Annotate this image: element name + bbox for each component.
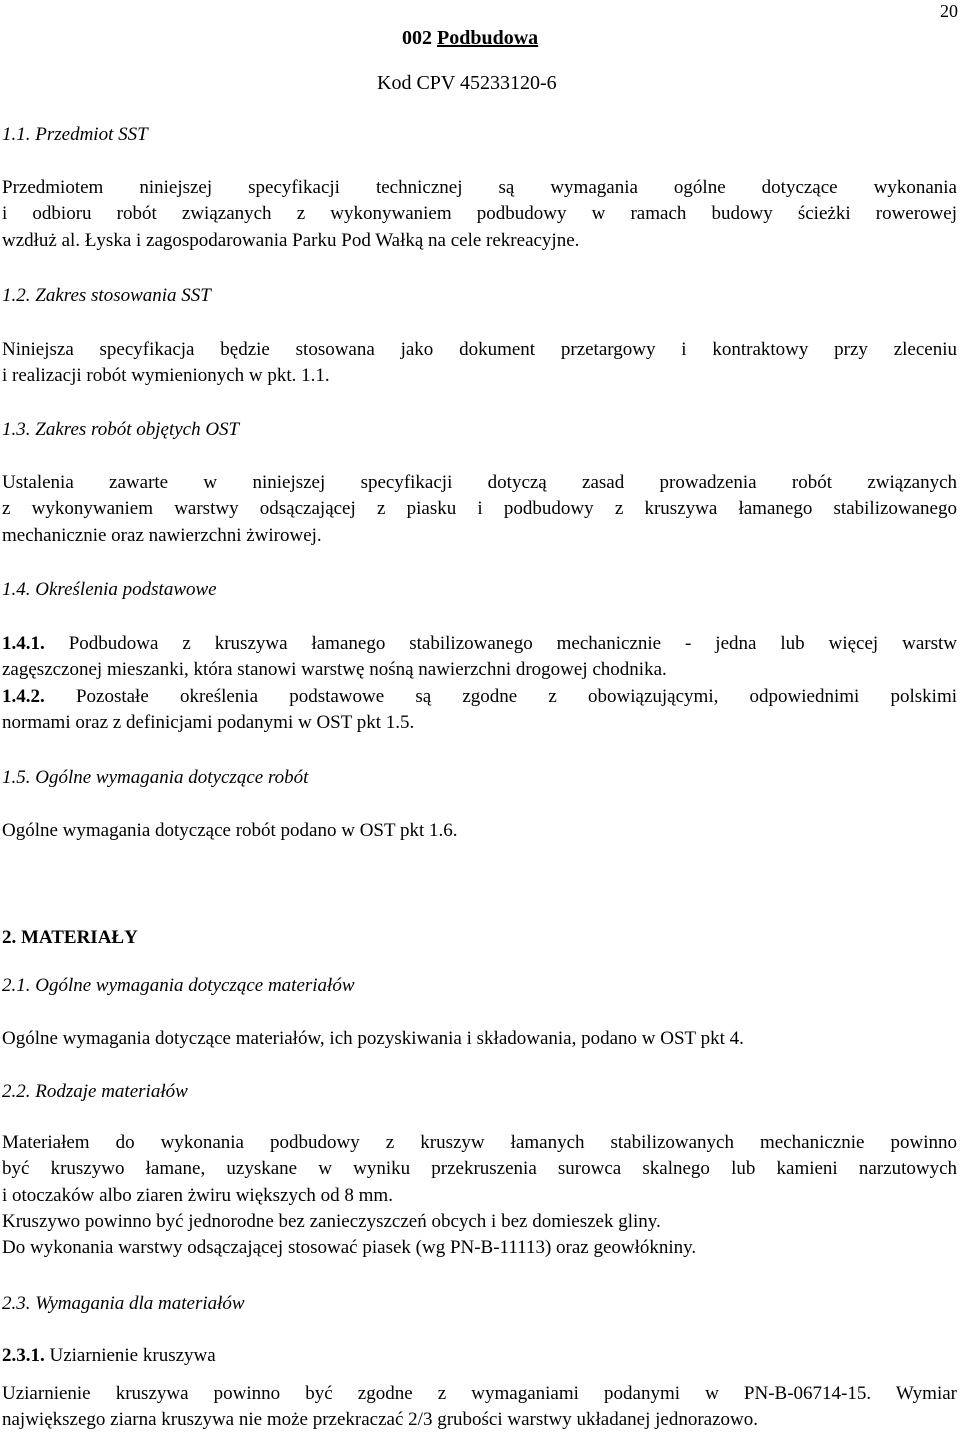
section-heading-1-3: 1.3. Zakres robót objętych OST [2,419,240,440]
paragraph-line: i odbioru robót związanych z wykonywaniem podbudowy w ramach budowy ścieżki rowerowej [2,203,957,225]
paragraph-line: z wykonywaniem warstwy odsączającej z piasku i podbudowy z kruszywa łamanego stabilizowanego [2,498,957,520]
item-text: Pozostałe określenia podstawowe są zgodne z obowiązującymi, odpowiednimi polskimi [75,685,957,707]
item-number: 1.4.1. [2,633,45,654]
paragraph-line: Kruszywo powinno być jednorodne bez zanieczyszczeń obcych i bez domieszek gliny. [2,1210,661,1232]
section-1-1-paragraph [2,175,957,254]
paragraph-line: Do wykonania warstwy odsączającej stosować piasek (wg PN-B-11113) oraz geowłókniny. [2,1237,697,1259]
item-text: Uziarnienie kruszywa [49,1345,216,1366]
paragraph-line: i otoczaków albo ziaren żwiru większych od 8 mm. [2,1184,393,1206]
paragraph-line: mechanicznie oraz nawierzchni żwirowej. [2,524,322,546]
item-text: Podbudowa z kruszywa łamanego stabilizowanego mechanicznie - jedna lub więcej warstw [68,633,957,654]
chapter-heading-2: 2. MATERIAŁY [2,927,138,948]
title-number: 002 [402,27,432,49]
section-heading-1-2: 1.2. Zakres stosowania SST [2,285,211,306]
paragraph-line [2,631,957,657]
section-1-4-paragraph [2,631,957,736]
cpv-code: Kod CPV 45233120-6 [377,72,557,94]
section-2-2-paragraph [2,1130,957,1261]
document-title [402,26,538,50]
paragraph-line: normami oraz z definicjami podanymi w OST pkt 1.5. [2,711,415,733]
paragraph-line: Materiałem do wykonania podbudowy z kruszyw łamanych stabilizowanych mechanicznie powinno [2,1132,957,1153]
item-number: 1.4.2. [2,685,45,707]
subsection-heading-2-3-1 [2,1343,957,1369]
paragraph-line: Uziarnienie kruszywa powinno być zgodne z wymaganiami podanymi w PN-B-06714-15. Wymiar [2,1383,957,1404]
paragraph-line: i realizacji robót wymienionych w pkt. 1.1. [2,365,330,387]
section-1-3-paragraph [2,470,957,549]
title-text: Podbudowa [437,27,539,49]
paragraph-line: największego ziarna kruszywa nie może przekraczać 2/3 grubości warstwy układanej jednorazowo. [2,1409,758,1431]
section-1-2-paragraph [2,337,957,390]
section-heading-2-1: 2.1. Ogólne wymagania dotyczące materiałów [2,975,355,996]
section-1-5-paragraph: Ogólne wymagania dotyczące robót podano w OST pkt 1.6. [2,820,458,841]
section-2-1-paragraph: Ogólne wymagania dotyczące materiałów, ich pozyskiwania i składowania, podano w OST pkt 4. [2,1028,744,1049]
section-heading-1-4: 1.4. Określenia podstawowe [2,579,217,600]
paragraph-line [2,684,957,710]
paragraph-line: być kruszywo łamane, uzyskane w wyniku przekruszenia surowca skalnego lub kamieni narzutowych [2,1158,957,1180]
paragraph-line: wzdłuż al. Łyska i zagospodarowania Parku Pod Wałką na cele rekreacyjne. [2,229,580,251]
section-heading-1-1: 1.1. Przedmiot SST [2,124,148,145]
section-heading-2-2: 2.2. Rodzaje materiałów [2,1081,188,1102]
page-number: 20 [940,1,958,21]
paragraph-line: Przedmiotem niniejszej specyfikacji technicznej są wymagania ogólne dotyczące wykonania [2,177,957,198]
section-heading-2-3: 2.3. Wymagania dla materiałów [2,1293,245,1314]
paragraph-line: Niniejsza specyfikacja będzie stosowana jako dokument przetargowy i kontraktowy przy zleceniu [2,339,957,360]
paragraph-line: zagęszczonej mieszanki, która stanowi warstwę nośną nawierzchni drogowej chodnika. [2,659,667,681]
section-2-3-1-paragraph [2,1381,957,1434]
paragraph-line: Ustalenia zawarte w niniejszej specyfikacji dotyczą zasad prowadzenia robót związanych [2,472,957,493]
item-number: 2.3.1. [2,1345,45,1366]
section-heading-1-5: 1.5. Ogólne wymagania dotyczące robót [2,767,309,788]
